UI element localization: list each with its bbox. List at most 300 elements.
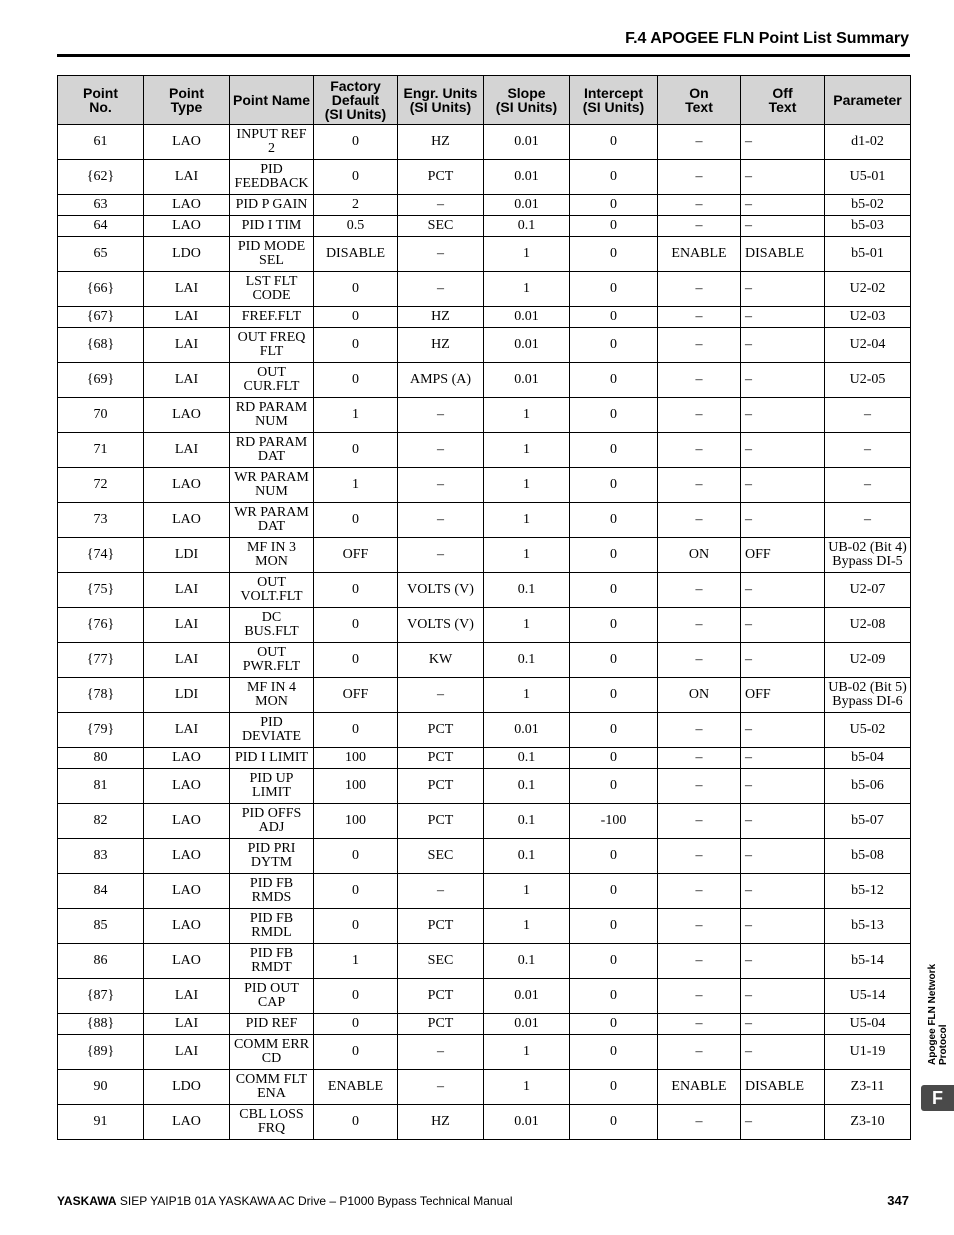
point-name-cell: PID MODE SEL	[230, 237, 314, 272]
on-text-cell: –	[658, 643, 741, 678]
point-no-cell: {87}	[58, 979, 144, 1014]
factory-default-cell: 0	[314, 307, 398, 328]
point-type-cell: LAI	[144, 307, 230, 328]
intercept-cell: -100	[570, 804, 658, 839]
intercept-cell: 0	[570, 433, 658, 468]
off-text-cell: –	[741, 1035, 825, 1070]
point-name-cell: MF IN 3 MON	[230, 538, 314, 573]
point-name-cell: DC BUS.FLT	[230, 608, 314, 643]
column-header: Engr. Units (SI Units)	[398, 76, 484, 125]
point-no-cell: 64	[58, 216, 144, 237]
point-name-cell: WR PARAM NUM	[230, 468, 314, 503]
off-text-cell: –	[741, 608, 825, 643]
engr-units-cell: KW	[398, 643, 484, 678]
engr-units-cell: PCT	[398, 160, 484, 195]
point-no-cell: {69}	[58, 363, 144, 398]
point-name-cell: PID OUT CAP	[230, 979, 314, 1014]
point-type-cell: LAO	[144, 839, 230, 874]
point-name-cell: PID I TIM	[230, 216, 314, 237]
point-no-cell: {88}	[58, 1014, 144, 1035]
parameter-cell: U2-05	[825, 363, 911, 398]
intercept-cell: 0	[570, 909, 658, 944]
column-header: Slope (SI Units)	[484, 76, 570, 125]
engr-units-cell: VOLTS (V)	[398, 608, 484, 643]
table-row	[58, 125, 911, 160]
intercept-cell: 0	[570, 538, 658, 573]
point-type-cell: LAO	[144, 468, 230, 503]
parameter-cell: U5-04	[825, 1014, 911, 1035]
on-text-cell: –	[658, 272, 741, 307]
engr-units-cell: –	[398, 272, 484, 307]
table-row	[58, 748, 911, 769]
slope-cell: 0.1	[484, 643, 570, 678]
point-no-cell: {75}	[58, 573, 144, 608]
factory-default-cell: 0.5	[314, 216, 398, 237]
on-text-cell: –	[658, 874, 741, 909]
header-rule	[57, 54, 910, 57]
point-no-cell: 63	[58, 195, 144, 216]
intercept-cell: 0	[570, 307, 658, 328]
slope-cell: 0.1	[484, 839, 570, 874]
parameter-cell: b5-02	[825, 195, 911, 216]
intercept-cell: 0	[570, 979, 658, 1014]
on-text-cell: –	[658, 328, 741, 363]
point-type-cell: LAO	[144, 804, 230, 839]
intercept-cell: 0	[570, 398, 658, 433]
point-name-cell: COMM FLT ENA	[230, 1070, 314, 1105]
off-text-cell: –	[741, 944, 825, 979]
point-type-cell: LAO	[144, 874, 230, 909]
intercept-cell: 0	[570, 468, 658, 503]
off-text-cell: OFF	[741, 538, 825, 573]
factory-default-cell: 2	[314, 195, 398, 216]
off-text-cell: –	[741, 874, 825, 909]
on-text-cell: –	[658, 398, 741, 433]
parameter-cell: U2-02	[825, 272, 911, 307]
intercept-cell: 0	[570, 363, 658, 398]
point-name-cell: PID REF	[230, 1014, 314, 1035]
intercept-cell: 0	[570, 1014, 658, 1035]
slope-cell: 1	[484, 503, 570, 538]
off-text-cell: –	[741, 503, 825, 538]
table-row	[58, 363, 911, 398]
table-row	[58, 160, 911, 195]
slope-cell: 0.01	[484, 1105, 570, 1140]
point-no-cell: {67}	[58, 307, 144, 328]
off-text-cell: –	[741, 909, 825, 944]
slope-cell: 0.01	[484, 1014, 570, 1035]
point-name-cell: OUT PWR.FLT	[230, 643, 314, 678]
on-text-cell: –	[658, 433, 741, 468]
engr-units-cell: HZ	[398, 328, 484, 363]
intercept-cell: 0	[570, 608, 658, 643]
on-text-cell: –	[658, 503, 741, 538]
engr-units-cell: PCT	[398, 713, 484, 748]
factory-default-cell: 0	[314, 874, 398, 909]
point-type-cell: LAI	[144, 713, 230, 748]
point-no-cell: {79}	[58, 713, 144, 748]
factory-default-cell: 0	[314, 1035, 398, 1070]
point-name-cell: OUT FREQ FLT	[230, 328, 314, 363]
engr-units-cell: –	[398, 538, 484, 573]
factory-default-cell: 100	[314, 769, 398, 804]
on-text-cell: –	[658, 748, 741, 769]
slope-cell: 0.01	[484, 328, 570, 363]
point-name-cell: OUT CUR.FLT	[230, 363, 314, 398]
table-row	[58, 713, 911, 748]
table-row	[58, 769, 911, 804]
intercept-cell: 0	[570, 678, 658, 713]
table-row	[58, 328, 911, 363]
slope-cell: 1	[484, 433, 570, 468]
on-text-cell: –	[658, 608, 741, 643]
slope-cell: 1	[484, 237, 570, 272]
off-text-cell: –	[741, 328, 825, 363]
point-no-cell: 84	[58, 874, 144, 909]
parameter-cell: b5-01	[825, 237, 911, 272]
parameter-cell: U2-07	[825, 573, 911, 608]
point-type-cell: LAI	[144, 272, 230, 307]
point-no-cell: 82	[58, 804, 144, 839]
factory-default-cell: 0	[314, 909, 398, 944]
engr-units-cell: –	[398, 874, 484, 909]
point-type-cell: LAO	[144, 748, 230, 769]
point-name-cell: RD PARAM NUM	[230, 398, 314, 433]
on-text-cell: ON	[658, 538, 741, 573]
factory-default-cell: 0	[314, 608, 398, 643]
slope-cell: 0.1	[484, 804, 570, 839]
factory-default-cell: 0	[314, 979, 398, 1014]
point-type-cell: LDO	[144, 1070, 230, 1105]
point-type-cell: LAI	[144, 979, 230, 1014]
parameter-cell: b5-07	[825, 804, 911, 839]
table-row	[58, 874, 911, 909]
engr-units-cell: –	[398, 433, 484, 468]
on-text-cell: ENABLE	[658, 237, 741, 272]
engr-units-cell: –	[398, 195, 484, 216]
point-no-cell: {76}	[58, 608, 144, 643]
factory-default-cell: 0	[314, 328, 398, 363]
point-no-cell: {74}	[58, 538, 144, 573]
off-text-cell: OFF	[741, 678, 825, 713]
engr-units-cell: PCT	[398, 804, 484, 839]
parameter-cell: –	[825, 398, 911, 433]
slope-cell: 0.1	[484, 769, 570, 804]
point-type-cell: LAO	[144, 769, 230, 804]
column-header: Point Name	[230, 76, 314, 125]
point-no-cell: 81	[58, 769, 144, 804]
parameter-cell: U2-03	[825, 307, 911, 328]
point-no-cell: 65	[58, 237, 144, 272]
off-text-cell: –	[741, 195, 825, 216]
parameter-cell: Z3-10	[825, 1105, 911, 1140]
intercept-cell: 0	[570, 237, 658, 272]
intercept-cell: 0	[570, 1105, 658, 1140]
point-name-cell: LST FLT CODE	[230, 272, 314, 307]
point-no-cell: 61	[58, 125, 144, 160]
off-text-cell: –	[741, 272, 825, 307]
point-no-cell: 91	[58, 1105, 144, 1140]
point-type-cell: LDI	[144, 538, 230, 573]
parameter-cell: b5-06	[825, 769, 911, 804]
off-text-cell: –	[741, 125, 825, 160]
table-row	[58, 573, 911, 608]
factory-default-cell: 0	[314, 839, 398, 874]
point-name-cell: PID FB RMDS	[230, 874, 314, 909]
engr-units-cell: PCT	[398, 909, 484, 944]
table-row	[58, 398, 911, 433]
off-text-cell: –	[741, 216, 825, 237]
off-text-cell: –	[741, 769, 825, 804]
parameter-cell: U1-19	[825, 1035, 911, 1070]
point-no-cell: {77}	[58, 643, 144, 678]
engr-units-cell: –	[398, 237, 484, 272]
engr-units-cell: HZ	[398, 307, 484, 328]
off-text-cell: –	[741, 643, 825, 678]
slope-cell: 1	[484, 874, 570, 909]
column-header: On Text	[658, 76, 741, 125]
point-type-cell: LAI	[144, 573, 230, 608]
point-no-cell: 83	[58, 839, 144, 874]
on-text-cell: –	[658, 979, 741, 1014]
point-type-cell: LAI	[144, 643, 230, 678]
table-row	[58, 272, 911, 307]
on-text-cell: ENABLE	[658, 1070, 741, 1105]
engr-units-cell: PCT	[398, 1014, 484, 1035]
engr-units-cell: HZ	[398, 125, 484, 160]
point-no-cell: 70	[58, 398, 144, 433]
parameter-cell: UB-02 (Bit 5) Bypass DI-6	[825, 678, 911, 713]
off-text-cell: –	[741, 398, 825, 433]
factory-default-cell: 0	[314, 272, 398, 307]
point-no-cell: 73	[58, 503, 144, 538]
on-text-cell: –	[658, 713, 741, 748]
factory-default-cell: 100	[314, 748, 398, 769]
point-type-cell: LAO	[144, 909, 230, 944]
engr-units-cell: AMPS (A)	[398, 363, 484, 398]
off-text-cell: –	[741, 839, 825, 874]
table-row	[58, 216, 911, 237]
intercept-cell: 0	[570, 1070, 658, 1105]
parameter-cell: b5-08	[825, 839, 911, 874]
on-text-cell: –	[658, 307, 741, 328]
factory-default-cell: OFF	[314, 538, 398, 573]
parameter-cell: U2-04	[825, 328, 911, 363]
table-row	[58, 503, 911, 538]
column-header: Intercept (SI Units)	[570, 76, 658, 125]
parameter-cell: U2-09	[825, 643, 911, 678]
footer-brand: YASKAWA	[57, 1194, 117, 1208]
point-type-cell: LAO	[144, 1105, 230, 1140]
slope-cell: 0.01	[484, 713, 570, 748]
parameter-cell: U5-01	[825, 160, 911, 195]
page-number: 347	[887, 1193, 909, 1208]
point-type-cell: LAO	[144, 195, 230, 216]
on-text-cell: –	[658, 216, 741, 237]
parameter-cell: b5-14	[825, 944, 911, 979]
factory-default-cell: 0	[314, 713, 398, 748]
on-text-cell: –	[658, 944, 741, 979]
intercept-cell: 0	[570, 503, 658, 538]
on-text-cell: –	[658, 160, 741, 195]
on-text-cell: –	[658, 468, 741, 503]
point-name-cell: INPUT REF 2	[230, 125, 314, 160]
slope-cell: 0.01	[484, 307, 570, 328]
parameter-cell: UB-02 (Bit 4) Bypass DI-5	[825, 538, 911, 573]
point-type-cell: LAI	[144, 1014, 230, 1035]
intercept-cell: 0	[570, 839, 658, 874]
column-header: Parameter	[825, 76, 911, 125]
column-header: Off Text	[741, 76, 825, 125]
point-name-cell: PID FEEDBACK	[230, 160, 314, 195]
intercept-cell: 0	[570, 195, 658, 216]
slope-cell: 0.01	[484, 979, 570, 1014]
factory-default-cell: 0	[314, 1014, 398, 1035]
point-list-table	[57, 75, 911, 1140]
point-name-cell: PID OFFS ADJ	[230, 804, 314, 839]
point-type-cell: LAI	[144, 363, 230, 398]
on-text-cell: –	[658, 839, 741, 874]
parameter-cell: Z3-11	[825, 1070, 911, 1105]
table-row	[58, 1035, 911, 1070]
slope-cell: 0.01	[484, 125, 570, 160]
engr-units-cell: –	[398, 468, 484, 503]
parameter-cell: U2-08	[825, 608, 911, 643]
point-type-cell: LAI	[144, 608, 230, 643]
factory-default-cell: 0	[314, 125, 398, 160]
on-text-cell: –	[658, 804, 741, 839]
point-name-cell: RD PARAM DAT	[230, 433, 314, 468]
footer-text: SIEP YAIP1B 01A YASKAWA AC Drive – P1000 Bypass Technical Manual	[116, 1194, 513, 1208]
point-no-cell: 86	[58, 944, 144, 979]
off-text-cell: –	[741, 713, 825, 748]
table-header-row	[58, 76, 911, 125]
point-name-cell: PID DEVIATE	[230, 713, 314, 748]
off-text-cell: –	[741, 433, 825, 468]
intercept-cell: 0	[570, 125, 658, 160]
on-text-cell: –	[658, 769, 741, 804]
factory-default-cell: 0	[314, 363, 398, 398]
slope-cell: 1	[484, 538, 570, 573]
off-text-cell: –	[741, 363, 825, 398]
point-no-cell: 71	[58, 433, 144, 468]
point-no-cell: {78}	[58, 678, 144, 713]
point-type-cell: LAO	[144, 944, 230, 979]
factory-default-cell: 0	[314, 573, 398, 608]
point-type-cell: LAO	[144, 216, 230, 237]
parameter-cell: b5-12	[825, 874, 911, 909]
engr-units-cell: PCT	[398, 979, 484, 1014]
table-row	[58, 195, 911, 216]
point-name-cell: PID UP LIMIT	[230, 769, 314, 804]
point-type-cell: LAI	[144, 328, 230, 363]
point-no-cell: {89}	[58, 1035, 144, 1070]
slope-cell: 0.01	[484, 363, 570, 398]
on-text-cell: –	[658, 573, 741, 608]
point-no-cell: {68}	[58, 328, 144, 363]
point-type-cell: LAO	[144, 503, 230, 538]
parameter-cell: U5-14	[825, 979, 911, 1014]
slope-cell: 0.1	[484, 216, 570, 237]
table-row	[58, 979, 911, 1014]
on-text-cell: –	[658, 1035, 741, 1070]
point-no-cell: {66}	[58, 272, 144, 307]
point-no-cell: 90	[58, 1070, 144, 1105]
point-name-cell: COMM ERR CD	[230, 1035, 314, 1070]
table-row	[58, 237, 911, 272]
intercept-cell: 0	[570, 160, 658, 195]
off-text-cell: DISABLE	[741, 237, 825, 272]
on-text-cell: –	[658, 363, 741, 398]
off-text-cell: –	[741, 804, 825, 839]
intercept-cell: 0	[570, 328, 658, 363]
footer	[57, 1194, 513, 1208]
off-text-cell: –	[741, 748, 825, 769]
table-row	[58, 1105, 911, 1140]
parameter-cell: b5-04	[825, 748, 911, 769]
engr-units-cell: –	[398, 398, 484, 433]
point-no-cell: 80	[58, 748, 144, 769]
table-row	[58, 839, 911, 874]
factory-default-cell: 100	[314, 804, 398, 839]
intercept-cell: 0	[570, 216, 658, 237]
point-name-cell: FREF.FLT	[230, 307, 314, 328]
point-name-cell: CBL LOSS FRQ	[230, 1105, 314, 1140]
slope-cell: 1	[484, 608, 570, 643]
factory-default-cell: 1	[314, 398, 398, 433]
slope-cell: 1	[484, 272, 570, 307]
point-type-cell: LAO	[144, 125, 230, 160]
factory-default-cell: 0	[314, 643, 398, 678]
engr-units-cell: SEC	[398, 216, 484, 237]
table-row	[58, 1014, 911, 1035]
point-type-cell: LAI	[144, 1035, 230, 1070]
point-no-cell: 72	[58, 468, 144, 503]
on-text-cell: –	[658, 125, 741, 160]
factory-default-cell: OFF	[314, 678, 398, 713]
factory-default-cell: 0	[314, 503, 398, 538]
parameter-cell: –	[825, 468, 911, 503]
slope-cell: 1	[484, 909, 570, 944]
parameter-cell: b5-13	[825, 909, 911, 944]
slope-cell: 1	[484, 1035, 570, 1070]
point-type-cell: LAO	[144, 398, 230, 433]
point-type-cell: LDO	[144, 237, 230, 272]
engr-units-cell: PCT	[398, 748, 484, 769]
slope-cell: 1	[484, 398, 570, 433]
side-tab-label: Apogee FLN Network Protocol	[927, 963, 949, 1065]
column-header: Point No.	[58, 76, 144, 125]
table-body	[58, 125, 911, 1140]
intercept-cell: 0	[570, 272, 658, 307]
engr-units-cell: SEC	[398, 839, 484, 874]
parameter-cell: –	[825, 503, 911, 538]
slope-cell: 1	[484, 468, 570, 503]
point-type-cell: LAI	[144, 160, 230, 195]
table-row	[58, 804, 911, 839]
factory-default-cell: 0	[314, 160, 398, 195]
point-no-cell: 85	[58, 909, 144, 944]
intercept-cell: 0	[570, 874, 658, 909]
factory-default-cell: 1	[314, 468, 398, 503]
intercept-cell: 0	[570, 573, 658, 608]
point-name-cell: OUT VOLT.FLT	[230, 573, 314, 608]
table-row	[58, 307, 911, 328]
factory-default-cell: DISABLE	[314, 237, 398, 272]
table-row	[58, 944, 911, 979]
page-title: F.4 APOGEE FLN Point List Summary	[625, 30, 909, 47]
parameter-cell: U5-02	[825, 713, 911, 748]
